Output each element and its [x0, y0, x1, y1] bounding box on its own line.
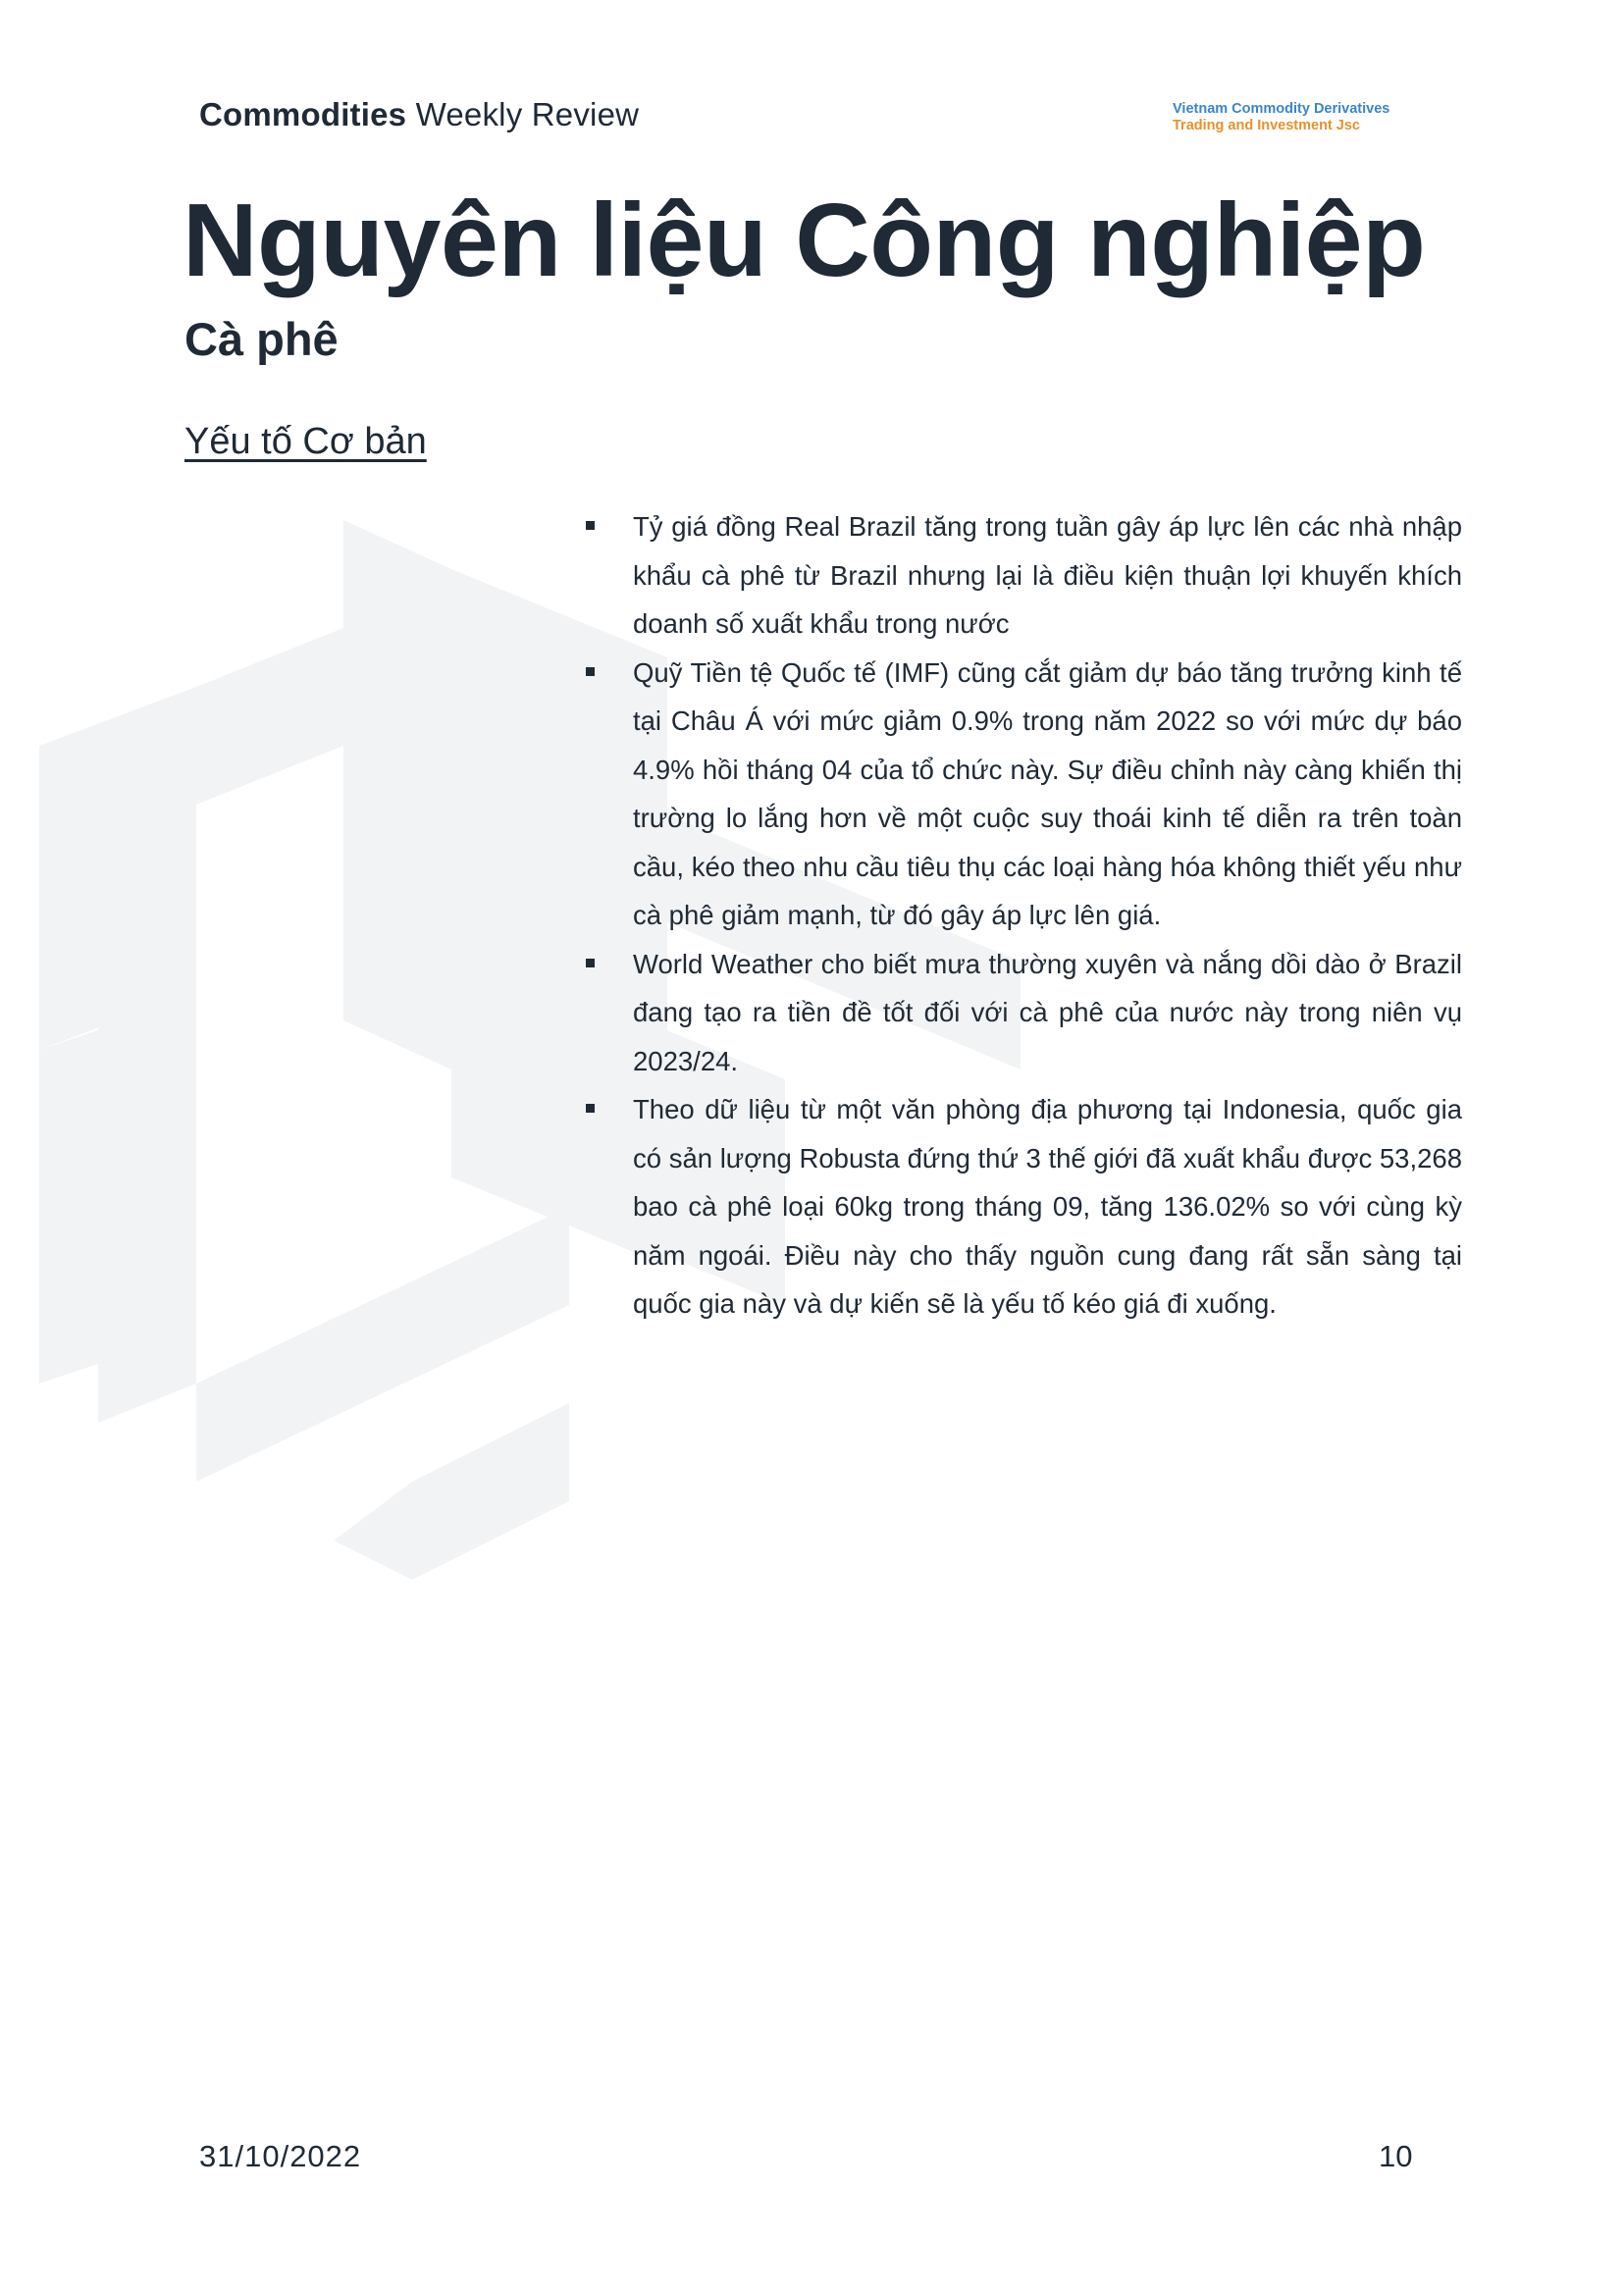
- brand-name-light: Weekly Review: [415, 96, 640, 132]
- header-brand: [199, 96, 639, 133]
- company-logo-line2: Trading and Investment Jsc: [1173, 118, 1360, 133]
- bullet-square-icon: [586, 959, 595, 967]
- page-subtitle: Cà phê: [184, 313, 339, 365]
- company-logo: [1173, 101, 1389, 134]
- bullet-square-icon: [586, 521, 595, 530]
- list-item: [579, 649, 1462, 940]
- page-title: Nguyên liệu Công nghiệp: [183, 183, 1426, 298]
- bullet-list: [579, 502, 1462, 1329]
- bullet-square-icon: [586, 667, 595, 676]
- section-heading: Yếu tố Cơ bản: [184, 421, 427, 462]
- list-item-text: World Weather cho biết mưa thường xuyên và nắng dồi dào ở Brazil đang tạo ra tiền đề tốt đối với cà phê của nước này trong niên vụ 2023/24.: [633, 948, 1462, 1076]
- list-item-text: Theo dữ liệu từ một văn phòng địa phương tại Indonesia, quốc gia có sản lượng Robusta đứng thứ 3 thế giới đã xuất khẩu được 53,268 bao cà phê loại 60kg trong tháng 09, tăng 136.02% so với cùng kỳ năm ngoái. Điều này cho thấy nguồn cung đang rất sẵn sàng tại quốc gia này và dự kiến sẽ là yếu tố kéo giá đi xuống.: [633, 1094, 1462, 1319]
- bullet-square-icon: [586, 1104, 595, 1113]
- company-logo-line1: Vietnam Commodity Derivatives: [1173, 101, 1390, 117]
- footer-date: 31/10/2022: [199, 2139, 362, 2173]
- list-item: [579, 940, 1462, 1086]
- list-item: [579, 1085, 1462, 1329]
- list-item-text: Tỷ giá đồng Real Brazil tăng trong tuần gây áp lực lên các nhà nhập khẩu cà phê từ Brazil nhưng lại là điều kiện thuận lợi khuyến khích doanh số xuất khẩu trong nước: [633, 511, 1462, 639]
- list-item: [579, 502, 1462, 649]
- footer-page-number: 10: [1379, 2139, 1413, 2173]
- brand-name-bold: Commodities: [199, 96, 407, 132]
- list-item-text: Quỹ Tiền tệ Quốc tế (IMF) cũng cắt giảm dự báo tăng trưởng kinh tế tại Châu Á với mức giảm 0.9% trong năm 2022 so với mức dự báo 4.9% hồi tháng 04 của tổ chức này. Sự điều chỉnh này càng khiến thị trường lo lắng hơn về một cuộc suy thoái kinh tế diễn ra trên toàn cầu, kéo theo nhu cầu tiêu thụ các loại hàng hóa không thiết yếu như cà phê giảm mạnh, từ đó gây áp lực lên giá.: [633, 656, 1462, 930]
